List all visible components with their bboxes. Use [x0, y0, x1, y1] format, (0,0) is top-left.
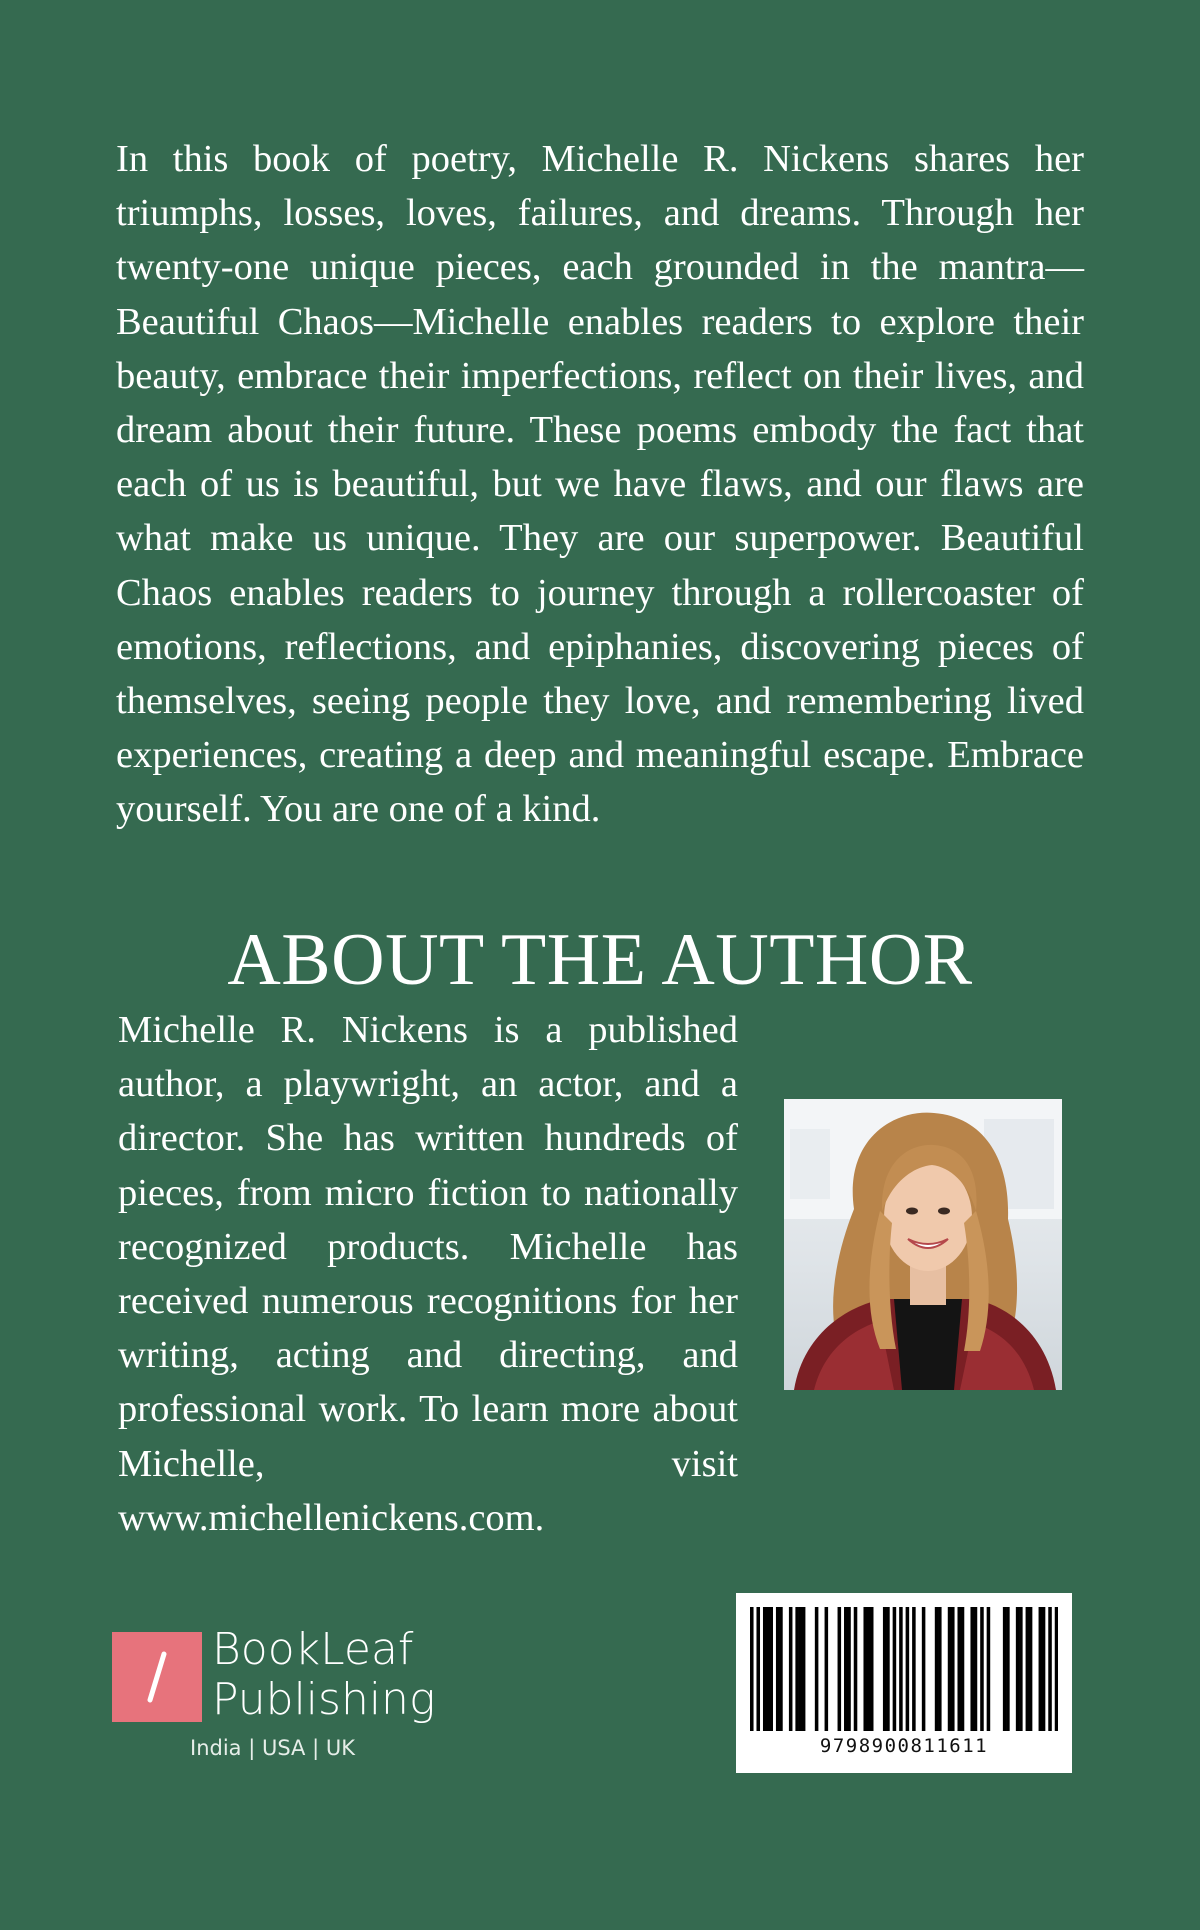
back-cover-blurb: In this book of poetry, Michelle R. Nickens shares her triumphs, losses, loves, failures, and dreams. Through her twenty-one unique pieces, each grounded in the mantra—Beautiful Chaos—Michelle enables readers to explore their beauty, embrace their imperfections, reflect on their lives, and dream about their future. These poems embody the fact that each of us is beautiful, but we have flaws, and our flaws are what make us unique. They are our superpower. Beautiful Chaos enables readers to journey through a rollercoaster of emotions, reflections, and epiphanies, discovering pieces of themselves, seeing people they love, and remembering lived experiences, creating a deep and meaningful escape. Embrace yourself. You are one of a kind. [116, 138, 1084, 831]
about-author-heading: ABOUT THE AUTHOR [227, 919, 973, 1001]
publisher-name-line2: Publishing [212, 1674, 436, 1725]
publisher-regions: India | USA | UK [190, 1736, 355, 1760]
barcode-bars-icon [750, 1607, 1058, 1731]
publisher-slash-icon [112, 1632, 202, 1722]
isbn-barcode [736, 1593, 1072, 1773]
publisher-name-line1: BookLeaf [212, 1624, 414, 1675]
author-photo [784, 1099, 1062, 1390]
publisher-logo [112, 1624, 452, 1770]
author-bio: Michelle R. Nickens is a published author, a playwright, an actor, and a director. She has written hundreds of pieces, from micro fiction to nationally recognized products. Michelle has received numerous recognitions for her writing, acting and directing, and professional work. To learn more about Michelle, visit www.michellenickens.com. [118, 1009, 738, 1539]
isbn-number: 9798900811611 [819, 1735, 989, 1757]
